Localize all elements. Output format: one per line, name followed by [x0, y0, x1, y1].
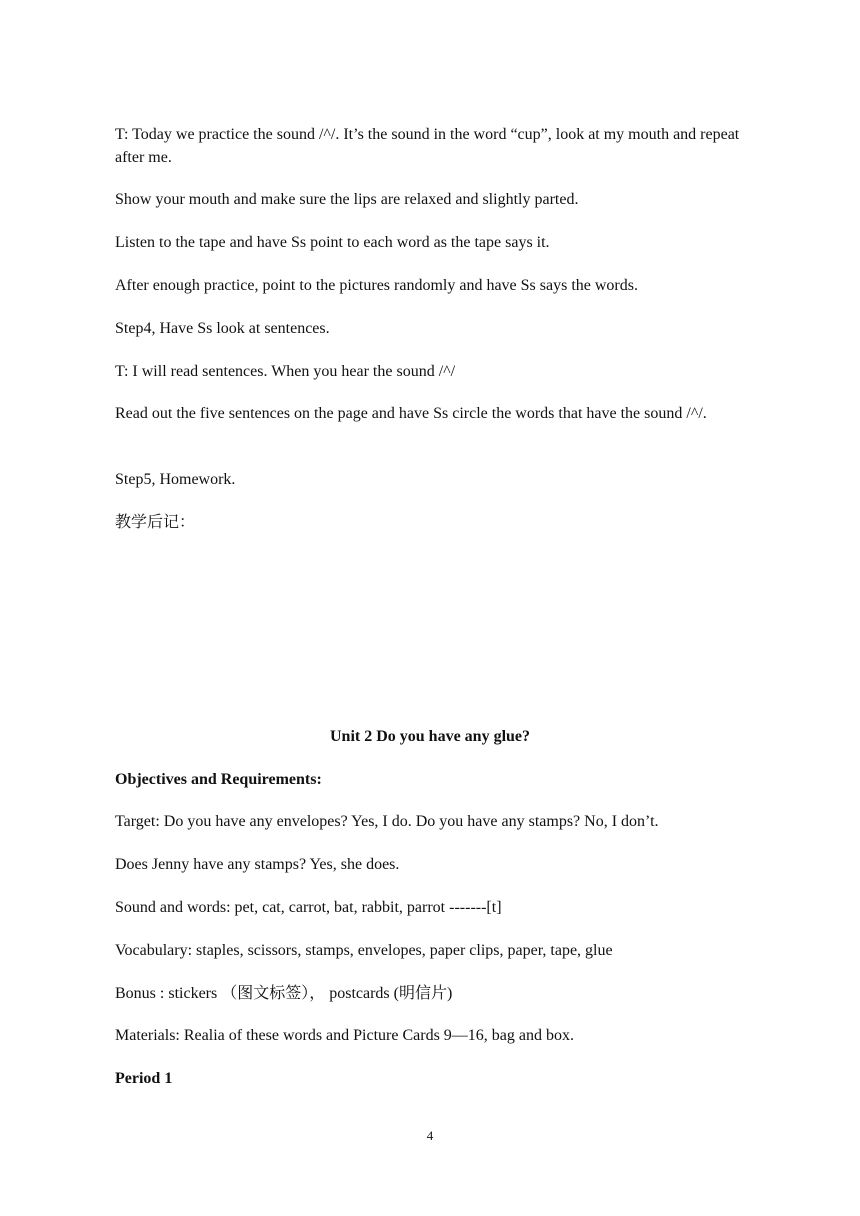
circle-words-instruction: Read out the five sentences on the page and have Ss circle the words that have the sound /^/.: [115, 405, 707, 422]
mouth-instruction: Show your mouth and make sure the lips are relaxed and slightly parted.: [115, 191, 579, 208]
step5-heading: Step5, Homework.: [115, 471, 236, 488]
bonus-line: Bonus : stickers （图文标签）， postcards (明信片): [115, 985, 453, 1002]
step4-heading: Step4, Have Ss look at sentences.: [115, 320, 330, 337]
materials-line: Materials: Realia of these words and Picture Cards 9—16, bag and box.: [115, 1027, 574, 1044]
teaching-notes-label: 教学后记：: [115, 514, 196, 531]
teacher-read-sentences: T: I will read sentences. When you hear the sound /^/: [115, 363, 456, 380]
page-number: 4: [426, 1128, 434, 1143]
vocabulary-line: Vocabulary: staples, scissors, stamps, envelopes, paper clips, paper, tape, glue: [115, 942, 613, 959]
objectives-heading: Objectives and Requirements:: [115, 771, 322, 788]
question-line: Does Jenny have any stamps? Yes, she does.: [115, 856, 400, 873]
tape-instruction: Listen to the tape and have Ss point to each word as the tape says it.: [115, 234, 550, 251]
teacher-instruction-sound: T: Today we practice the sound /^/. It’s the sound in the word “cup”, look at my mouth and repeat after me.: [115, 126, 740, 166]
target-line: Target: Do you have any envelopes? Yes, I do. Do you have any stamps? No, I don’t.: [115, 813, 659, 830]
unit-title: Unit 2 Do you have any glue?: [329, 728, 531, 745]
sound-words-line: Sound and words: pet, cat, carrot, bat, rabbit, parrot -------[t]: [115, 899, 502, 916]
period-heading: Period 1: [115, 1070, 173, 1087]
practice-instruction: After enough practice, point to the pictures randomly and have Ss says the words.: [115, 277, 638, 294]
